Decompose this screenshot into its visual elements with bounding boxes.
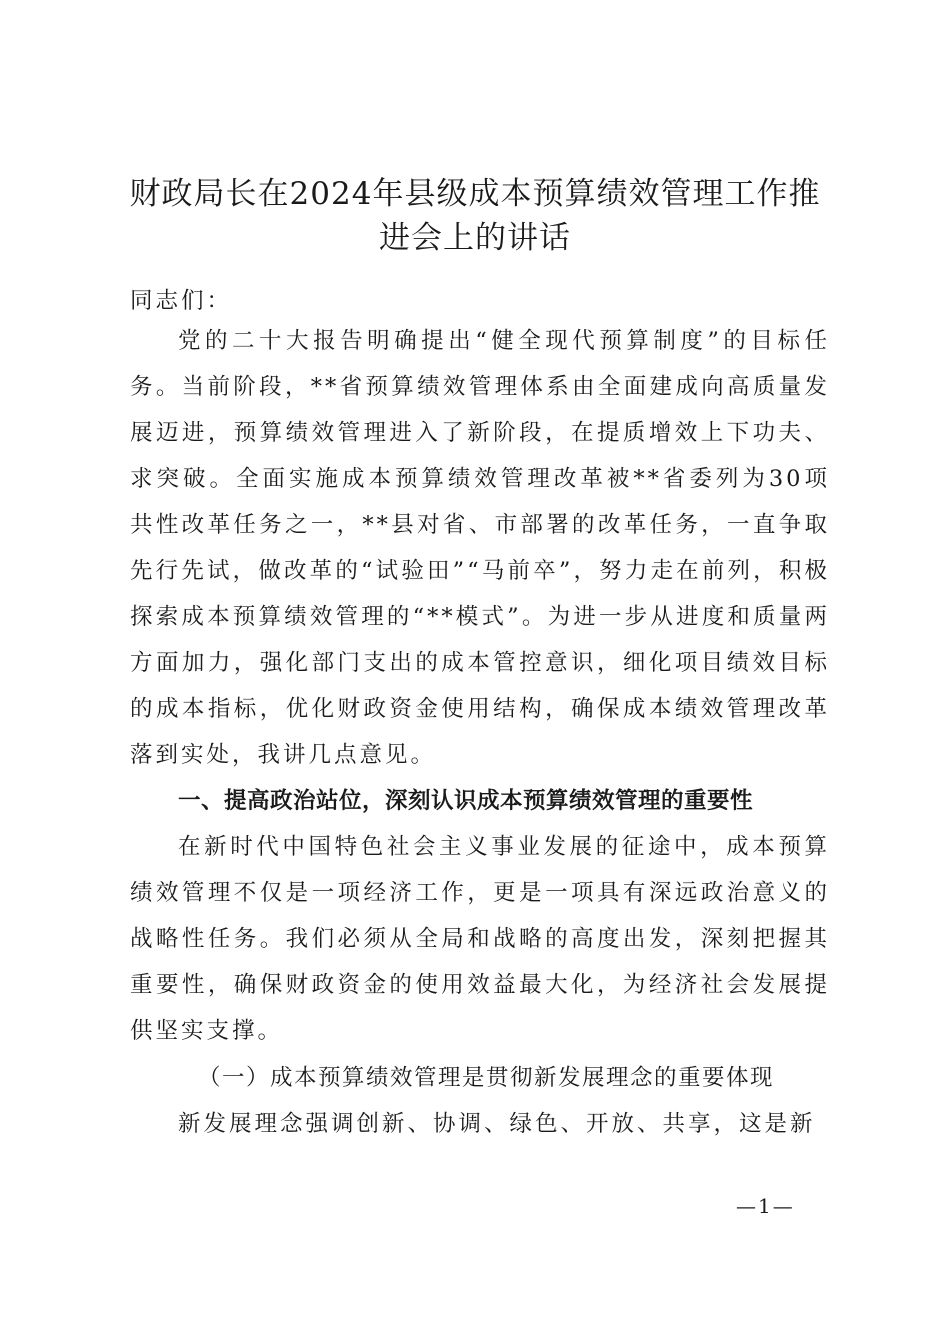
paragraph-intro: 党的二十大报告明确提出“健全现代预算制度”的目标任务。当前阶段，**省预算绩效管理体系由全面建成向高质量发展迈进，预算绩效管理进入了新阶段，在提质增效上下功夫、求突破。全面实施成本预算绩效管理改革被**省委列为30项共性改革任务之一，**县对省、市部署的改革任务，一直争取先行先试，做改革的“试验田”“马前卒”，努力走在前列，积极探索成本预算绩效管理的“**模式”。为进一步从进度和质量两方面加力，强化部门支出的成本管控意识，细化项目绩效目标的成本指标，优化财政资金使用结构，确保成本绩效管理改革落到实处，我讲几点意见。 (130, 328, 830, 768)
paragraph-section-1: 在新时代中国特色社会主义事业发展的征途中，成本预算绩效管理不仅是一项经济工作，更是一项具有深远政治意义的战略性任务。我们必须从全局和战略的高度出发，深刻把握其重要性，确保财政资金的使用效益最大化，为经济社会发展提供坚实支撑。 (130, 834, 830, 1044)
paragraph-subsection-1: 新发展理念强调创新、协调、绿色、开放、共享，这是新 (178, 1111, 816, 1137)
subsection-heading-1: （一）成本预算绩效管理是贯彻新发展理念的重要体现 (198, 1065, 775, 1091)
salutation: 同志们： (130, 288, 233, 314)
document-title: 财政局长在2024年县级成本预算绩效管理工作推进会上的讲话 (129, 176, 821, 256)
page-number: —1— (736, 1194, 795, 1218)
section-heading-1: 一、提高政治站位，深刻认识成本预算绩效管理的重要性 (178, 788, 754, 814)
